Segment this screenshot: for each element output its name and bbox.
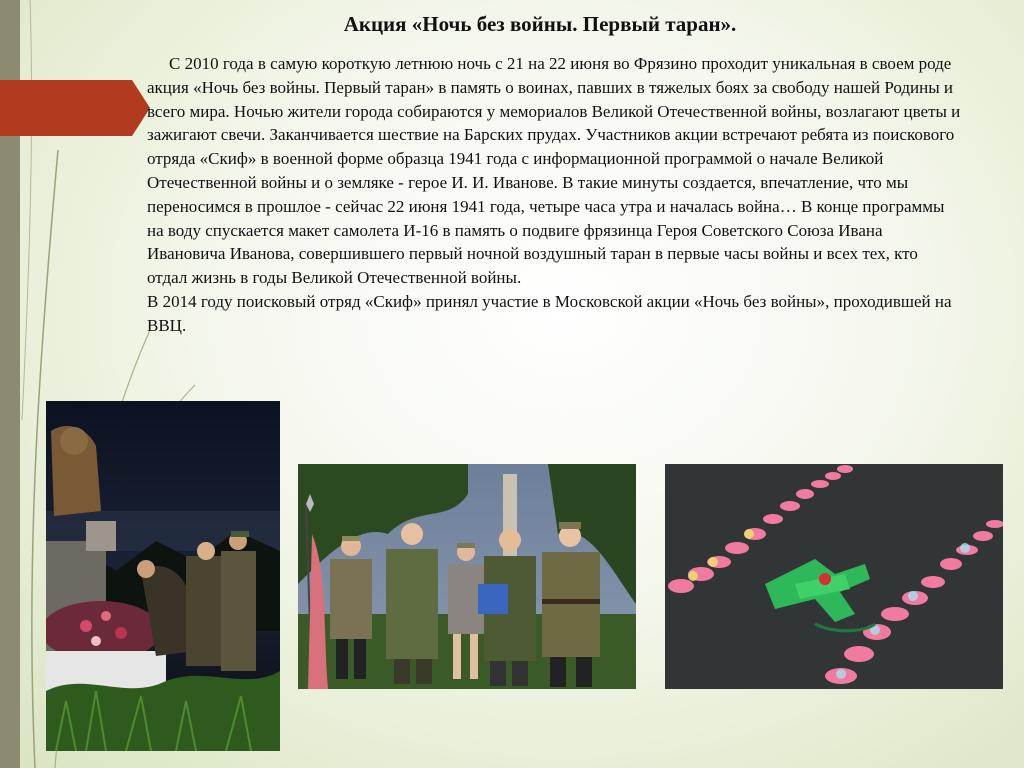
photo-search-squad-group [298,464,636,689]
photo-plane-model-on-water [665,464,1003,689]
slide-title: Акция «Ночь без войны. Первый таран». [343,12,737,36]
body-paragraph-1: С 2010 года в самую короткую летнюю ночь с 21 на 22 июня во Фрязино проходит уникальная в своем роде акция «Ночь без войны. Первый таран» в память о воинах, павших в тяжелых боях за свободу нашей Родины и всего мира. Ночью жители города собираются у мемориалов Великой Отечественной войны, возлагают цветы и зажигают свечи. Заканчивается шествие на Барских прудах. Участников акции встречают ребята из поискового отряда «Скиф» в военной форме образца 1941 года с информационной программой о начале Великой Отечественной войны и о земляке - герое И. И. Иванове. В такие минуты создается, впечатление, что мы переносимся в прошлое - сейчас 22 июня 1941 года, четыре часа утра и началась война… В конце программы на воду спускается макет самолета И-16 в память о подвиге фрязинца Героя Советского Союза Ивана Ивановича Иванова, совершившего первый ночной воздушный таран в первые часы войны и всех тех, кто отдал жизнь в годы Великой Отечественной войны. [147,54,961,288]
slide-body [147,52,962,338]
photo-memorial-night [46,401,280,751]
body-paragraph-2: В 2014 году поисковый отряд «Скиф» принял участие в Московской акции «Ночь без войны», проходившей на ВВЦ. [147,291,952,335]
red-arrow-accent [0,80,150,136]
